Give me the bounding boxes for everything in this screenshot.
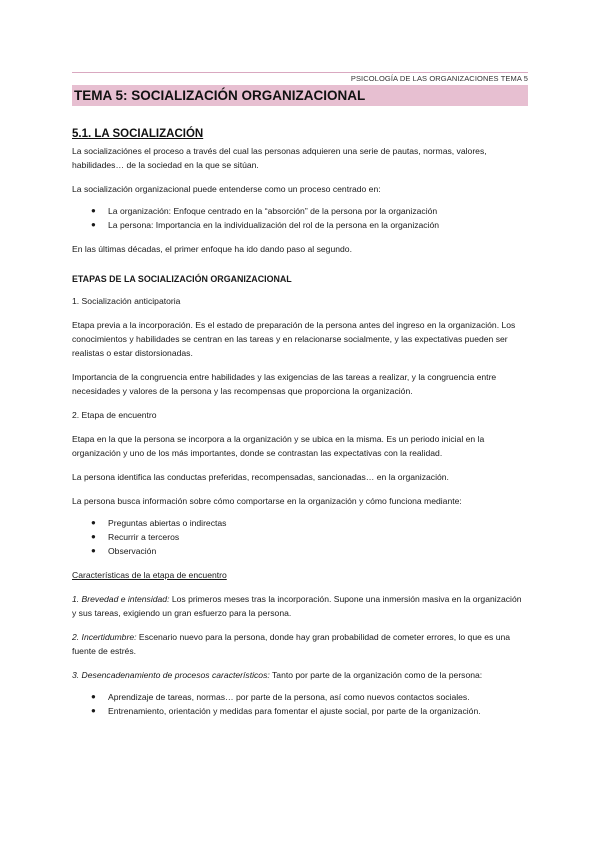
etapa-1-title: 1. Socialización anticipatoria <box>72 296 181 306</box>
paragraph-definition: La socializaciónes el proceso a través del cual las personas adquieren una serie de pautas, normas, valores, habilidades… de la sociedad en la que se sitúan. <box>72 146 487 170</box>
etapas-heading: ETAPAS DE LA SOCIALIZACIÓN ORGANIZACIONAL <box>72 274 292 284</box>
list-item: ● Recurrir a terceros <box>91 532 180 542</box>
bullet-icon: ● <box>91 532 96 541</box>
paragraph-decades: En las últimas décadas, el primer enfoque ha ido dando paso al segundo. <box>72 244 352 254</box>
focus-list <box>72 204 528 232</box>
info-methods-list <box>72 516 528 558</box>
paragraph-etapa-2c: La persona busca información sobre cómo comportarse en la organización y cómo funciona mediante: <box>72 496 462 506</box>
running-header: PSICOLOGÍA DE LAS ORGANIZACIONES TEMA 5 <box>350 74 528 83</box>
paragraph-caracteristica-1: 1. Brevedad e intensidad: Los primeros meses tras la incorporación. Supone una inmersión masiva en la organización y sus tareas, exigiendo un gran esfuerzo para la persona. <box>72 594 522 618</box>
paragraph-etapa-2b: La persona identifica las conductas preferidas, recompensadas, sancionadas… en la organización. <box>72 472 449 482</box>
bullet-icon: ● <box>91 692 96 701</box>
list-item: ● La organización: Enfoque centrado en la “absorción” de la persona por la organización <box>91 206 438 216</box>
bullet-icon: ● <box>91 546 96 555</box>
bullet-icon: ● <box>91 206 96 215</box>
document-page <box>72 72 528 728</box>
paragraph-caracteristica-2: 2. Incertidumbre: Escenario nuevo para la persona, donde hay gran probabilidad de cometer errores, lo que es una fuente de estrés. <box>72 632 511 656</box>
paragraph-intro-focus: La socialización organizacional puede entenderse como un proceso centrado en: <box>72 184 381 194</box>
list-item: ● La persona: Importancia en la individualización del rol de la persona en la organización <box>91 220 440 230</box>
header-rule <box>72 72 528 73</box>
list-item: ● Entrenamiento, orientación y medidas para fomentar el ajuste social, por parte de la organización. <box>91 706 481 716</box>
bullet-icon: ● <box>91 220 96 229</box>
bullet-icon: ● <box>91 518 96 527</box>
list-item: ● Aprendizaje de tareas, normas… por parte de la persona, así como nuevos contactos sociales. <box>91 692 470 702</box>
paragraph-caracteristica-3: 3. Desencadenamiento de procesos característicos: Tanto por parte de la organización como de la persona: <box>72 670 483 680</box>
document-title: TEMA 5: SOCIALIZACIÓN ORGANIZACIONAL <box>72 85 528 106</box>
list-item: ● Preguntas abiertas o indirectas <box>91 518 227 528</box>
processes-list <box>72 690 528 718</box>
list-item: ● Observación <box>91 546 157 556</box>
etapa-2-title: 2. Etapa de encuentro <box>72 410 157 420</box>
paragraph-etapa-1b: Importancia de la congruencia entre habilidades y las exigencias de las tareas a realizar, y la congruencia entre necesidades y valores de la persona y las recompensas que proporciona la organización. <box>72 372 497 396</box>
caracteristicas-heading: Características de la etapa de encuentro <box>72 570 227 580</box>
paragraph-etapa-2a: Etapa en la que la persona se incorpora a la organización y se ubica en la misma. Es un periodo inicial en la organización y uno de los más importantes, donde se contrastan las expectativas con la realidad. <box>72 434 485 458</box>
section-heading: 5.1. LA SOCIALIZACIÓN <box>72 128 204 140</box>
bullet-icon: ● <box>91 706 96 715</box>
paragraph-etapa-1a: Etapa previa a la incorporación. Es el estado de preparación de la persona antes del ingreso en la organización. Los conocimientos y habilidades se centran en las tareas y en relacionarse socialmente, y las expectativas pueden ser realistas o estar distorsionadas. <box>72 320 516 358</box>
